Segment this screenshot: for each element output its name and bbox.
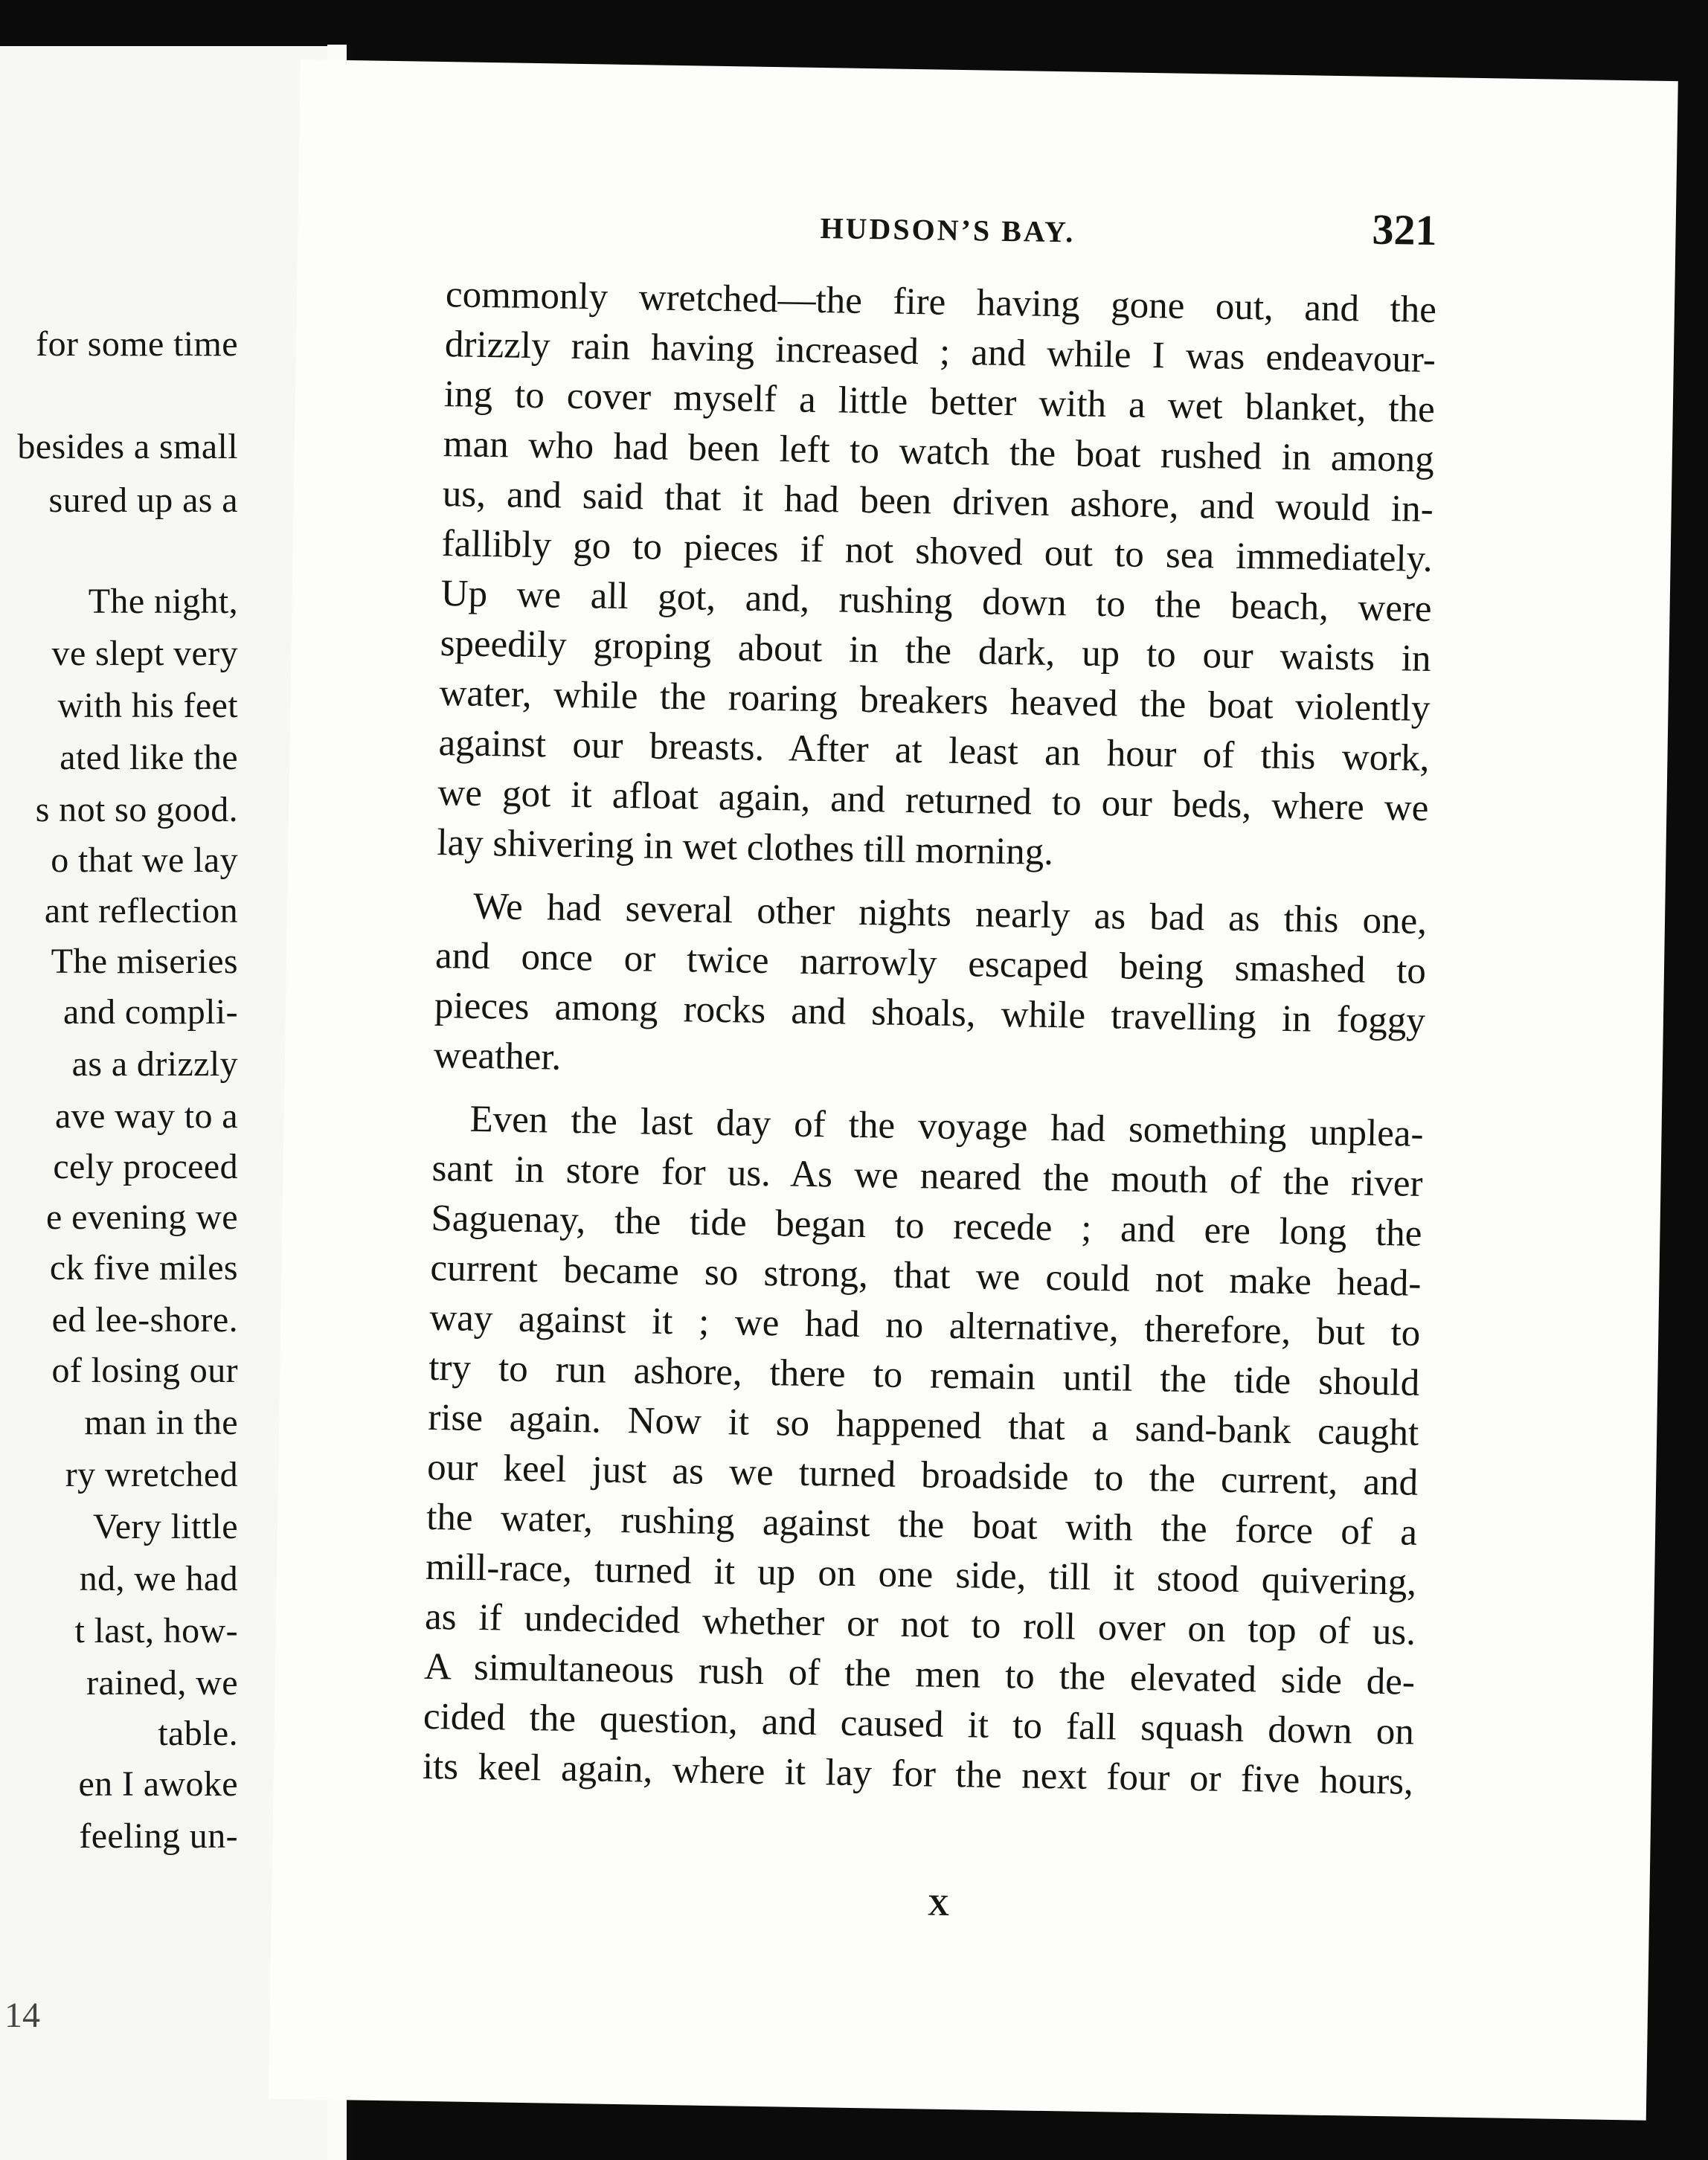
text-line: speedily groping about in the dark, up to our waists in	[440, 623, 1431, 680]
text-line: fallibly go to pieces if not shoved out to sea immediately.	[441, 523, 1434, 580]
left-text-line: s not so good.	[35, 790, 238, 829]
text-line: us, and said that it had been driven ashore, and would in-	[442, 473, 1434, 530]
left-text-line: cely proceed	[53, 1147, 238, 1186]
left-text-line: sured up as a	[48, 480, 238, 520]
left-text-line: The miseries	[51, 942, 238, 981]
left-text-line: o that we lay	[51, 840, 238, 880]
text-line: we got it afloat again, and returned to our beds, where we	[437, 772, 1429, 829]
text-line: drizzly rain having increased ; and while I was endeavour-	[444, 324, 1436, 382]
text-line: mill-race, turned it up on one side, till it stood quivering,	[425, 1546, 1417, 1604]
text-line: water, while the roaring breakers heaved the boat violently	[439, 672, 1431, 730]
left-text-line: ave way to a	[54, 1096, 238, 1136]
text-line: try to run ashore, there to remain until the tide should	[428, 1346, 1420, 1404]
left-text-line: ry wretched	[65, 1455, 238, 1494]
page-number: 321	[1372, 205, 1438, 255]
left-text-line: for some time	[36, 324, 238, 364]
left-text-line: ant reflection	[44, 891, 238, 930]
text-line: We had several other nights nearly as bad as this one,	[472, 885, 1428, 942]
left-text-line: and compli-	[62, 992, 238, 1032]
left-text-line: man in the	[84, 1403, 238, 1442]
margin-mark: 14	[4, 1996, 40, 2035]
text-line: pieces among rocks and shoals, while travelling in foggy	[434, 984, 1426, 1042]
left-text-line: ve slept very	[51, 634, 238, 673]
left-text-line: nd, we had	[79, 1559, 238, 1598]
right-page	[269, 60, 1678, 2121]
text-line: current became so strong, that we could not make head-	[430, 1247, 1422, 1305]
text-line: its keel again, where it lay for the next four or five hours,	[422, 1745, 1414, 1803]
left-text-line: en I awoke	[78, 1764, 238, 1804]
running-head: HUDSON’S BAY.	[820, 211, 1076, 249]
text-line: weather.	[433, 1034, 562, 1079]
signature-mark: X	[927, 1888, 951, 1923]
text-line: lay shivering in wet clothes till morning.	[437, 822, 1054, 874]
text-line: and once or twice narrowly escaped being smashed to	[434, 934, 1427, 992]
paragraph	[437, 270, 1436, 884]
text-line: A simultaneous rush of the men to the elevated side de-	[423, 1645, 1416, 1703]
left-text-line: besides a small	[17, 427, 238, 466]
left-text-line: rained, we	[86, 1663, 238, 1703]
left-text-line: t last, how-	[74, 1611, 238, 1650]
text-line: ing to cover myself a little better with a wet blanket, the	[443, 373, 1436, 431]
text-line: the water, rushing against the boat with the force of a	[426, 1496, 1418, 1554]
left-text-line: e evening we	[45, 1198, 238, 1237]
text-line: commonly wretched—the fire having gone out, and the	[445, 274, 1437, 332]
left-text-line: ck five miles	[49, 1248, 238, 1288]
text-line: way against it ; we had no alternative, therefore, but to	[429, 1296, 1421, 1354]
left-text-line: The night,	[88, 582, 238, 621]
text-line: sant in store for us. As we neared the mouth of the river	[431, 1147, 1423, 1205]
left-text-line: ed lee-shore.	[51, 1300, 238, 1340]
left-text-line: of losing our	[51, 1351, 238, 1390]
text-line: as if undecided whether or not to roll over on top of us.	[424, 1595, 1416, 1653]
text-line: cided the question, and caused it to fall squash down on	[423, 1695, 1415, 1753]
left-text-line: as a drizzly	[71, 1044, 238, 1084]
text-line: Saguenay, the tide began to recede ; and ere long the	[431, 1197, 1422, 1255]
text-line: man who had been left to watch the boat rushed in among	[443, 423, 1435, 480]
left-text-line: ated like the	[60, 738, 238, 777]
paragraph	[433, 881, 1427, 1096]
left-text-line: Very little	[92, 1507, 238, 1546]
paragraph	[422, 1094, 1424, 1807]
left-text-line: table.	[158, 1714, 238, 1753]
text-line: our keel just as we turned broadside to the current, and	[426, 1446, 1419, 1504]
text-line: rise again. Now it so happened that a sand-bank caught	[427, 1396, 1419, 1454]
text-line: Even the last day of the voyage had something unplea-	[469, 1098, 1424, 1155]
text-line: against our breasts. After at least an hour of this work,	[438, 722, 1430, 780]
left-text-line: with his feet	[57, 686, 238, 725]
left-text-line: feeling un-	[79, 1816, 238, 1856]
text-line: Up we all got, and, rushing down to the beach, were	[440, 573, 1433, 630]
body-text	[422, 270, 1436, 1807]
